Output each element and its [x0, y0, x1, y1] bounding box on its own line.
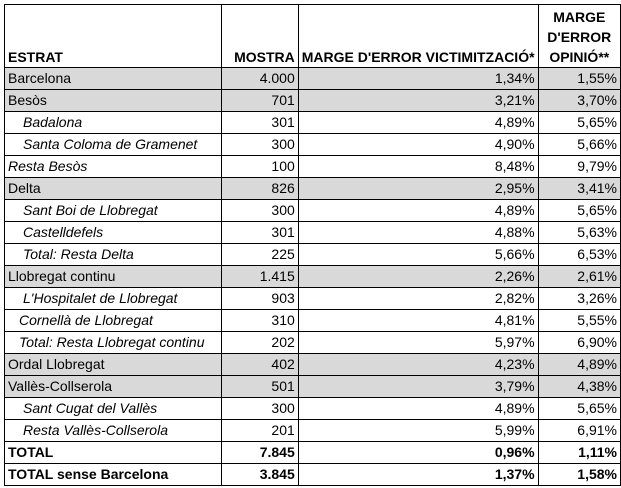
cell-marge-victimitzacio: 2,95% — [298, 178, 538, 200]
cell-marge-victimitzacio: 1,34% — [298, 68, 538, 90]
table-row — [5, 332, 621, 354]
cell-estrat: Cornellà de Llobregat — [5, 310, 222, 332]
cell-marge-opinio: 1,55% — [538, 68, 620, 90]
cell-mostra: 201 — [222, 420, 299, 442]
cell-estrat: TOTAL sense Barcelona — [5, 464, 222, 486]
cell-marge-victimitzacio: 4,89% — [298, 200, 538, 222]
cell-estrat: Badalona — [5, 112, 222, 134]
cell-mostra: 310 — [222, 310, 299, 332]
cell-estrat: Castelldefels — [5, 222, 222, 244]
cell-estrat: Llobregat continu — [5, 266, 222, 288]
cell-marge-victimitzacio: 4,89% — [298, 398, 538, 420]
header-marge-victimitzacio: MARGE D'ERROR VICTIMITZACIÓ* — [298, 5, 538, 68]
cell-estrat: Besòs — [5, 90, 222, 112]
cell-marge-victimitzacio: 3,21% — [298, 90, 538, 112]
cell-marge-victimitzacio: 8,48% — [298, 156, 538, 178]
cell-marge-opinio: 4,89% — [538, 354, 620, 376]
cell-marge-victimitzacio: 5,99% — [298, 420, 538, 442]
table-row — [5, 68, 621, 90]
table-row — [5, 288, 621, 310]
cell-marge-opinio: 3,70% — [538, 90, 620, 112]
cell-marge-opinio: 6,91% — [538, 420, 620, 442]
cell-marge-victimitzacio: 4,88% — [298, 222, 538, 244]
cell-estrat: Resta Besòs — [5, 156, 222, 178]
cell-estrat: Ordal Llobregat — [5, 354, 222, 376]
cell-mostra: 903 — [222, 288, 299, 310]
cell-mostra: 300 — [222, 134, 299, 156]
cell-marge-victimitzacio: 4,90% — [298, 134, 538, 156]
cell-marge-opinio: 5,66% — [538, 134, 620, 156]
cell-marge-opinio: 4,38% — [538, 376, 620, 398]
cell-marge-victimitzacio: 2,82% — [298, 288, 538, 310]
cell-marge-opinio: 5,55% — [538, 310, 620, 332]
cell-mostra: 1.415 — [222, 266, 299, 288]
table-row — [5, 310, 621, 332]
cell-marge-opinio: 2,61% — [538, 266, 620, 288]
cell-marge-victimitzacio: 4,89% — [298, 112, 538, 134]
cell-mostra: 701 — [222, 90, 299, 112]
cell-marge-victimitzacio: 5,97% — [298, 332, 538, 354]
sample-error-table — [4, 4, 621, 486]
cell-marge-opinio: 1,58% — [538, 464, 620, 486]
header-mostra: MOSTRA — [222, 5, 299, 68]
table-body — [5, 68, 621, 486]
table-row — [5, 376, 621, 398]
cell-mostra: 225 — [222, 244, 299, 266]
cell-mostra: 3.845 — [222, 464, 299, 486]
cell-estrat: Total: Resta Llobregat continu — [5, 332, 222, 354]
cell-mostra: 4.000 — [222, 68, 299, 90]
cell-mostra: 7.845 — [222, 442, 299, 464]
cell-marge-opinio: 9,79% — [538, 156, 620, 178]
cell-estrat: Sant Boi de Llobregat — [5, 200, 222, 222]
table-row — [5, 420, 621, 442]
header-row — [5, 5, 621, 68]
cell-marge-opinio: 5,65% — [538, 200, 620, 222]
header-marge-opinio: MARGE D'ERROR OPINIÓ** — [538, 5, 620, 68]
cell-estrat: L'Hospitalet de Llobregat — [5, 288, 222, 310]
table-row — [5, 442, 621, 464]
header-estrat: ESTRAT — [5, 5, 222, 68]
cell-marge-opinio: 1,11% — [538, 442, 620, 464]
table-row — [5, 222, 621, 244]
table-row — [5, 398, 621, 420]
cell-estrat: Resta Vallès-Collserola — [5, 420, 222, 442]
cell-marge-opinio: 5,65% — [538, 398, 620, 420]
cell-mostra: 300 — [222, 398, 299, 420]
table-row — [5, 200, 621, 222]
table-row — [5, 134, 621, 156]
cell-estrat: Delta — [5, 178, 222, 200]
cell-marge-opinio: 3,26% — [538, 288, 620, 310]
cell-estrat: Sant Cugat del Vallès — [5, 398, 222, 420]
cell-marge-victimitzacio: 4,81% — [298, 310, 538, 332]
cell-marge-opinio: 6,53% — [538, 244, 620, 266]
cell-estrat: Barcelona — [5, 68, 222, 90]
table-row — [5, 464, 621, 486]
cell-marge-opinio: 3,41% — [538, 178, 620, 200]
table-row — [5, 244, 621, 266]
cell-estrat: Total: Resta Delta — [5, 244, 222, 266]
cell-estrat: Santa Coloma de Gramenet — [5, 134, 222, 156]
cell-estrat: Vallès-Collserola — [5, 376, 222, 398]
cell-marge-opinio: 6,90% — [538, 332, 620, 354]
cell-marge-opinio: 5,63% — [538, 222, 620, 244]
cell-marge-opinio: 5,65% — [538, 112, 620, 134]
table-row — [5, 266, 621, 288]
table-row — [5, 90, 621, 112]
cell-marge-victimitzacio: 3,79% — [298, 376, 538, 398]
cell-mostra: 300 — [222, 200, 299, 222]
cell-mostra: 501 — [222, 376, 299, 398]
table-row — [5, 112, 621, 134]
cell-mostra: 826 — [222, 178, 299, 200]
cell-mostra: 100 — [222, 156, 299, 178]
cell-mostra: 301 — [222, 222, 299, 244]
cell-mostra: 402 — [222, 354, 299, 376]
cell-estrat: TOTAL — [5, 442, 222, 464]
cell-marge-victimitzacio: 0,96% — [298, 442, 538, 464]
table-row — [5, 156, 621, 178]
cell-marge-victimitzacio: 4,23% — [298, 354, 538, 376]
table-row — [5, 178, 621, 200]
cell-mostra: 301 — [222, 112, 299, 134]
cell-mostra: 202 — [222, 332, 299, 354]
cell-marge-victimitzacio: 2,26% — [298, 266, 538, 288]
cell-marge-victimitzacio: 1,37% — [298, 464, 538, 486]
table-row — [5, 354, 621, 376]
cell-marge-victimitzacio: 5,66% — [298, 244, 538, 266]
